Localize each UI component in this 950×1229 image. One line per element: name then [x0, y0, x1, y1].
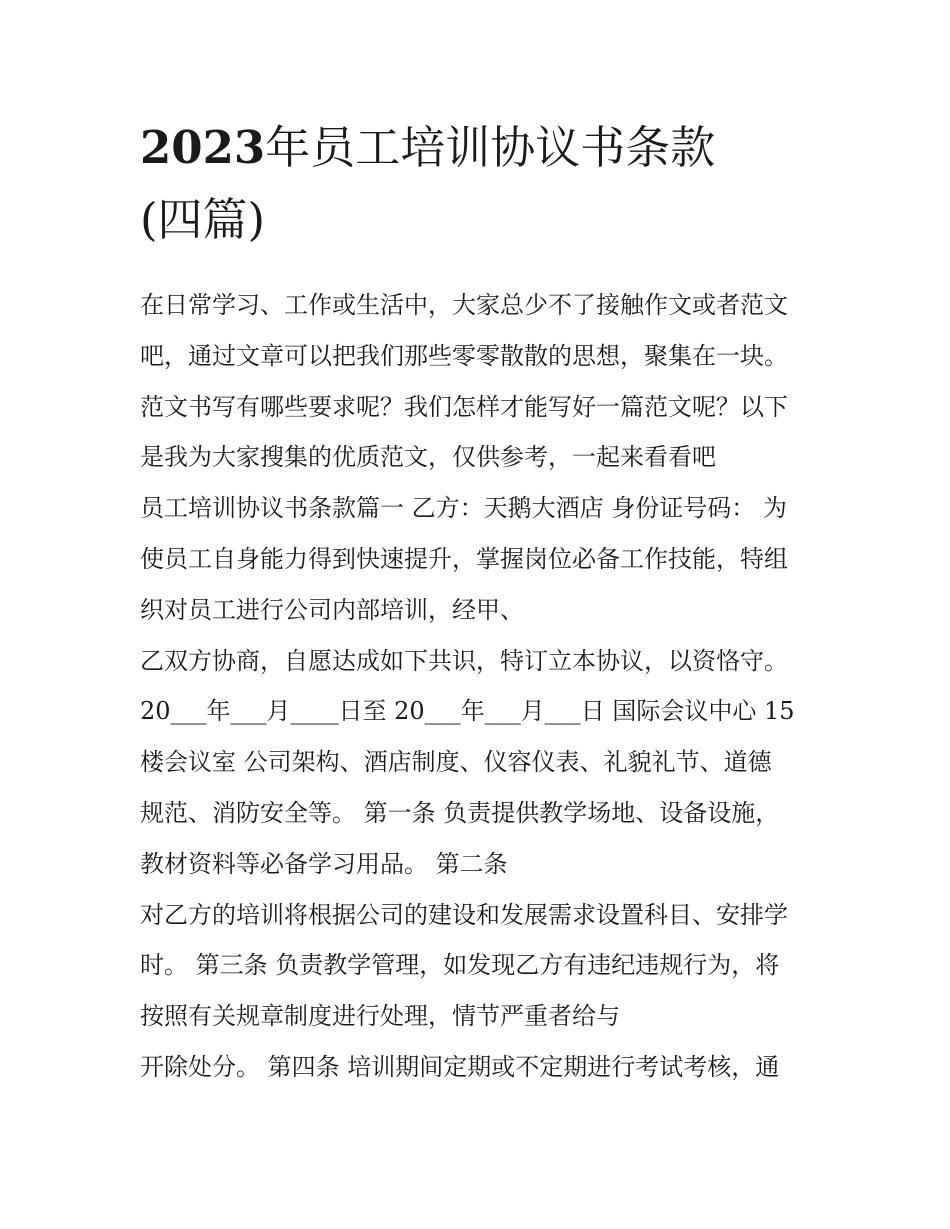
body-line: 按照有关规章制度进行处理，情节严重者给与: [140, 1002, 620, 1031]
title-year: 2023: [140, 121, 266, 174]
body-line: 楼会议室 公司架构、酒店制度、仪容仪表、礼貌礼节、道德: [140, 748, 772, 777]
body-line: 20___年___月____日至 20___年___月___日 国际会议中心 15: [140, 697, 795, 726]
title-text: 年员工培训协议书条款: [265, 121, 716, 174]
document-title: [140, 112, 820, 256]
document-body: [140, 280, 830, 1093]
body-line: 规范、消防安全等。 第一条 负责提供教学场地、设备设施，: [140, 798, 780, 827]
body-line: 在日常学习、工作或生活中，大家总少不了接触作文或者范文: [140, 291, 788, 319]
body-line: 乙双方协商，自愿达成如下共识，特订立本协议，以资恪守。: [140, 646, 788, 675]
title-line-2: (四篇): [140, 193, 266, 246]
body-line: 对乙方的培训将根据公司的建设和发展需求设置科目、安排学: [140, 900, 788, 929]
body-line: 时。 第三条 负责教学管理，如发现乙方有违纪违规行为，将: [140, 951, 780, 980]
body-line: 范文书写有哪些要求呢？我们怎样才能写好一篇范文呢？以下: [140, 392, 788, 421]
body-line: 是我为大家搜集的优质范文，仅供参考，一起来看看吧: [140, 443, 716, 472]
title-line-1: [140, 112, 820, 184]
body-line: 吧，通过文章可以把我们那些零零散散的思想，聚集在一块。: [140, 341, 788, 370]
body-line: 开除处分。 第四条 培训期间定期或不定期进行考试考核，通: [140, 1052, 780, 1081]
body-line: 员工培训协议书条款篇一 乙方：天鹅大酒店 身份证号码： 为: [140, 494, 787, 523]
body-line: 教材资料等必备学习用品。 第二条: [140, 849, 508, 878]
body-line: 织对员工进行公司内部培训，经甲、: [140, 595, 524, 624]
body-line: 使员工自身能力得到快速提升，掌握岗位必备工作技能，特组: [140, 544, 788, 573]
